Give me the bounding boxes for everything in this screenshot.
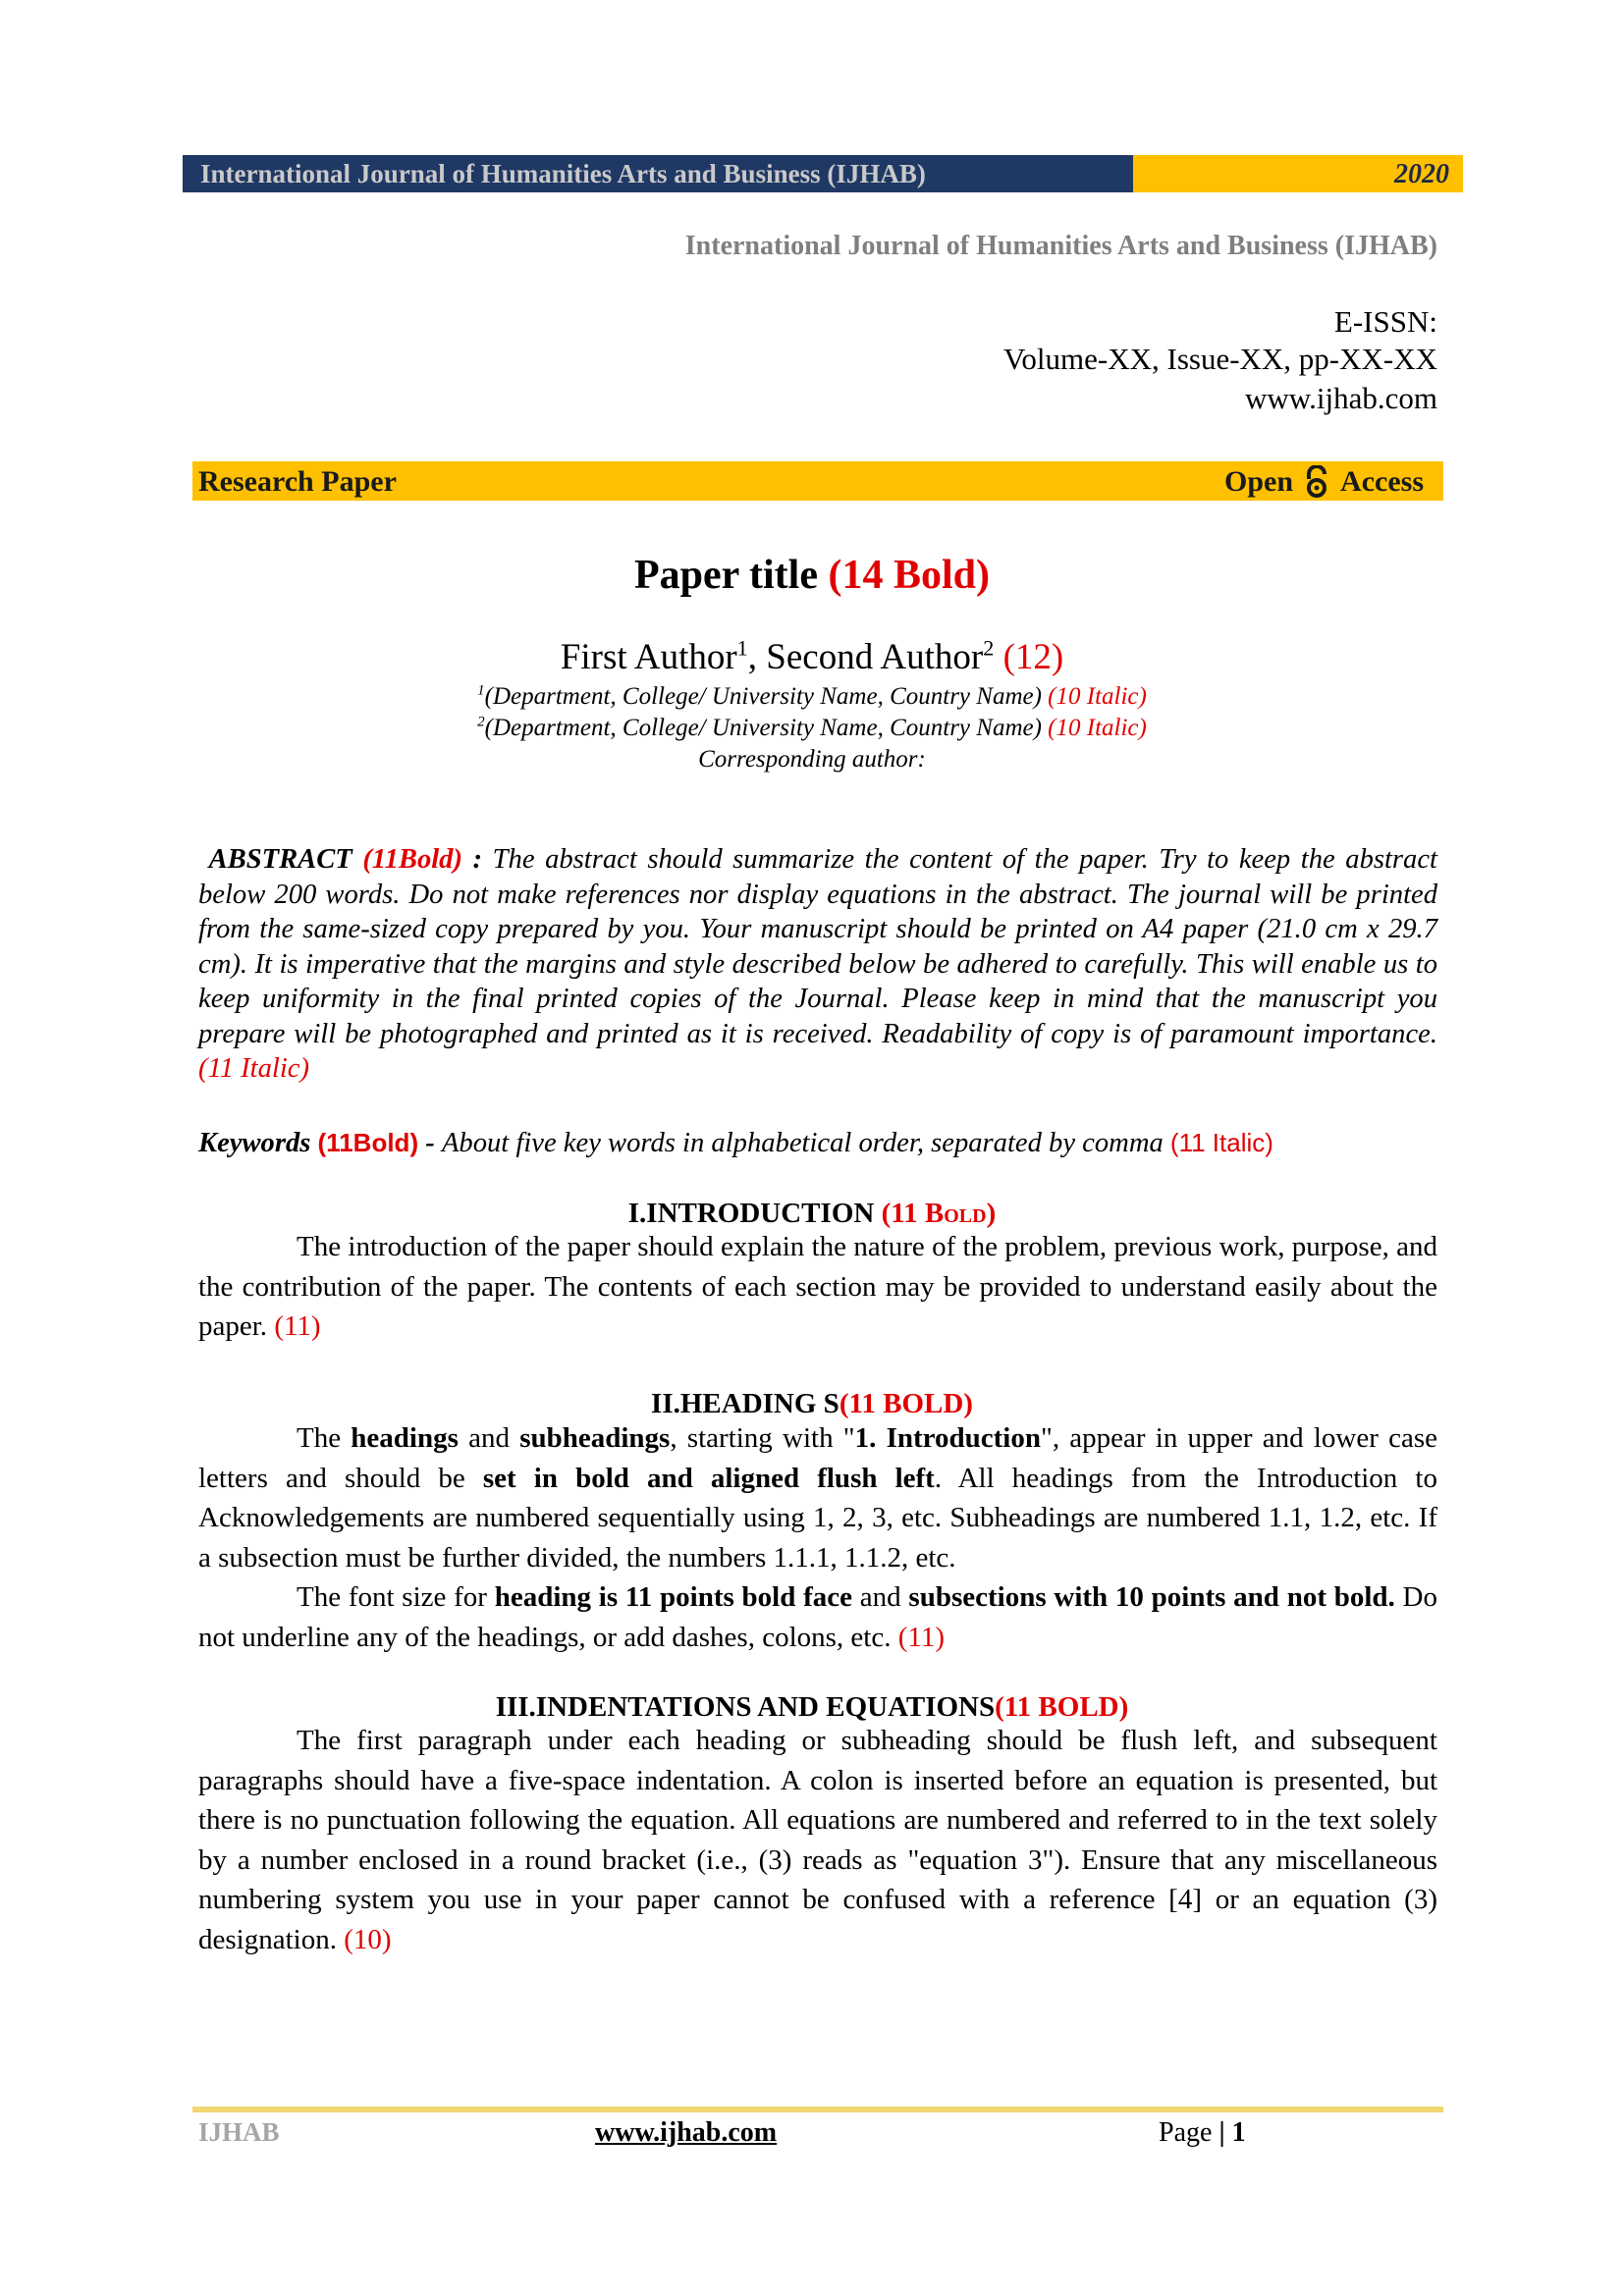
first-author-sup: 1 [736, 635, 748, 661]
text-run: . All headings from the Introduction to Acknowledgements are numbered sequentially using 1, 2, 3, etc. Subheadings are numbered 1.1, 1.2, etc. If a subsection must be further divided, the numbers 1.1.1, 1.1.2, etc. [198, 1462, 1437, 1574]
bold-run: 1. Introduction [854, 1422, 1041, 1454]
intro-note-post: ) [986, 1198, 997, 1229]
headings-heading-text: II.HEADING S [651, 1388, 839, 1419]
headings-paragraph-1 [198, 1418, 1437, 1577]
second-author-sup: 2 [983, 635, 995, 661]
page-separator: | [1218, 2117, 1225, 2148]
header-journal-title: International Journal of Humanities Arts and Business (IJHAB) [200, 159, 926, 188]
bold-run: subsections with 10 points and not bold. [908, 1581, 1395, 1613]
open-label: Open [1224, 465, 1294, 498]
keywords-text: About five key words in alphabetical order, separated by comma [441, 1128, 1164, 1158]
author-separator: , [747, 637, 767, 677]
access-label: Access [1340, 465, 1424, 498]
text-run: The font size for [297, 1581, 495, 1613]
headings-heading [0, 1388, 1624, 1420]
bold-run: set in bold and aligned flush left [482, 1462, 935, 1494]
volume-issue: Volume-XX, Issue-XX, pp-XX-XX [1003, 342, 1437, 376]
intro-note-pre: (11 B [881, 1198, 945, 1229]
text-run: and [852, 1581, 909, 1613]
affil1-text: (Department, College/ University Name, Country Name) [484, 683, 1042, 710]
affiliation-1 [0, 683, 1624, 711]
keywords [198, 1126, 1437, 1161]
abstract-text: The abstract should summarize the content of the paper. Try to keep the abstract below 200 words. Do not make references nor display equations in the abstract. The journal will be printed from the same-sized copy prepared by you. Your manuscript should be printed on A4 paper (21.0 cm x 29.7 cm). It is imperative that the margins and style described below be adhered to carefully. This will enable us to keep uniformity in the final printed copies of the Journal. Please keep in mind that the manuscript you prepare will be photographed and printed as it is received. Readability of copy is of paramount importance. [198, 844, 1437, 1049]
abstract-note: (11 Italic) [198, 1053, 310, 1084]
indent-heading-text: III.INDENTATIONS AND EQUATIONS [495, 1691, 996, 1723]
keywords-label: Keywords [198, 1128, 311, 1158]
indent-text: The first paragraph under each heading or subheading should be flush left, and subsequent paragraphs should have a five-space indentation. A colon is inserted before an equation is presented, but there is no punctuation following the equation. All equations are numbered and referred to in the text solely by a number enclosed in a round bracket (i.e., (3) reads as "equation 3"). Ensure that any miscellaneous numbering system you use in your paper cannot be confused with a reference [4] or an equation (3) designation. [198, 1725, 1437, 1955]
affil1-sup: 1 [477, 682, 485, 699]
paper-title-text: Paper title [633, 553, 818, 598]
journal-website[interactable]: www.ijhab.com [1244, 381, 1437, 415]
text-run: The [297, 1422, 352, 1454]
author-note: (12) [1002, 637, 1064, 677]
paper-title-note: (14 Bold) [828, 553, 990, 598]
header-gold-block [1133, 155, 1463, 192]
bold-run: heading is 11 points bold face [494, 1581, 853, 1613]
footer-rule [192, 2107, 1443, 2112]
intro-note-sc: old [944, 1198, 987, 1229]
introduction-heading [0, 1198, 1624, 1230]
journal-header-band [183, 155, 1463, 192]
abstract [198, 842, 1437, 1087]
paper-title [0, 552, 1624, 599]
introduction-paragraph [198, 1227, 1437, 1347]
headings-heading-note: (11 BOLD) [839, 1388, 973, 1419]
open-access-label [1224, 465, 1424, 499]
header-navy-block [183, 155, 1133, 192]
headings-paragraph-2 [198, 1577, 1437, 1657]
affil1-note: (10 Italic) [1048, 683, 1147, 710]
indentations-paragraph [198, 1721, 1437, 1959]
intro-heading-text: I.INTRODUCTION [627, 1198, 875, 1229]
keywords-note: (11 Italic) [1169, 1128, 1273, 1157]
affil2-sup: 2 [477, 714, 485, 730]
footer-page-number [1159, 2117, 1246, 2149]
abstract-label-note: (11Bold) [362, 844, 462, 875]
abstract-label: ABSTRACT [208, 844, 352, 875]
text-run: Do not underline any of the headings, or add dashes, colons, etc. [198, 1581, 1437, 1653]
journal-name: International Journal of Humanities Arts and Business (IJHAB) [684, 231, 1437, 261]
paper-type-label: Research Paper [198, 465, 397, 498]
indentations-heading [0, 1691, 1624, 1724]
intro-text: The introduction of the paper should explain the nature of the problem, previous work, purpose, and the contribution of the paper. The contents of each section may be provided to understand easily about the paper. [198, 1231, 1437, 1342]
indent-heading-note: (11 BOLD) [995, 1691, 1129, 1723]
keywords-dash: - [418, 1128, 442, 1158]
research-paper-banner [192, 461, 1443, 501]
affil2-note: (10 Italic) [1048, 715, 1147, 741]
first-author: First Author [560, 637, 737, 677]
header-year: 2020 [1394, 159, 1449, 189]
eissn: E-ISSN: [1333, 304, 1437, 339]
affiliation-2 [0, 715, 1624, 742]
footer-journal-abbrev: IJHAB [198, 2117, 280, 2147]
text-run: and [458, 1422, 520, 1454]
open-access-icon [1305, 465, 1328, 499]
abstract-colon: : [462, 844, 493, 875]
author-line [0, 636, 1624, 678]
affil2-text: (Department, College/ University Name, Country Name) [484, 715, 1042, 741]
page-number: 1 [1231, 2117, 1246, 2148]
bold-run: subheadings [519, 1422, 671, 1454]
page-label: Page [1159, 2117, 1213, 2148]
footer-website-link[interactable]: www.ijhab.com [595, 2117, 778, 2148]
intro-note: (11) [274, 1310, 321, 1342]
keywords-label-note: (11Bold) [317, 1128, 419, 1157]
headings-note: (11) [897, 1621, 945, 1653]
text-run: ", appear in upper and lower case letters and should be [198, 1422, 1437, 1494]
intro-heading-note [882, 1198, 997, 1229]
text-run: , starting with " [670, 1422, 855, 1454]
corresponding-author: Corresponding author: [698, 746, 926, 773]
indent-note: (10) [344, 1923, 392, 1955]
bold-run: headings [351, 1422, 459, 1454]
second-author: Second Author [766, 637, 984, 677]
